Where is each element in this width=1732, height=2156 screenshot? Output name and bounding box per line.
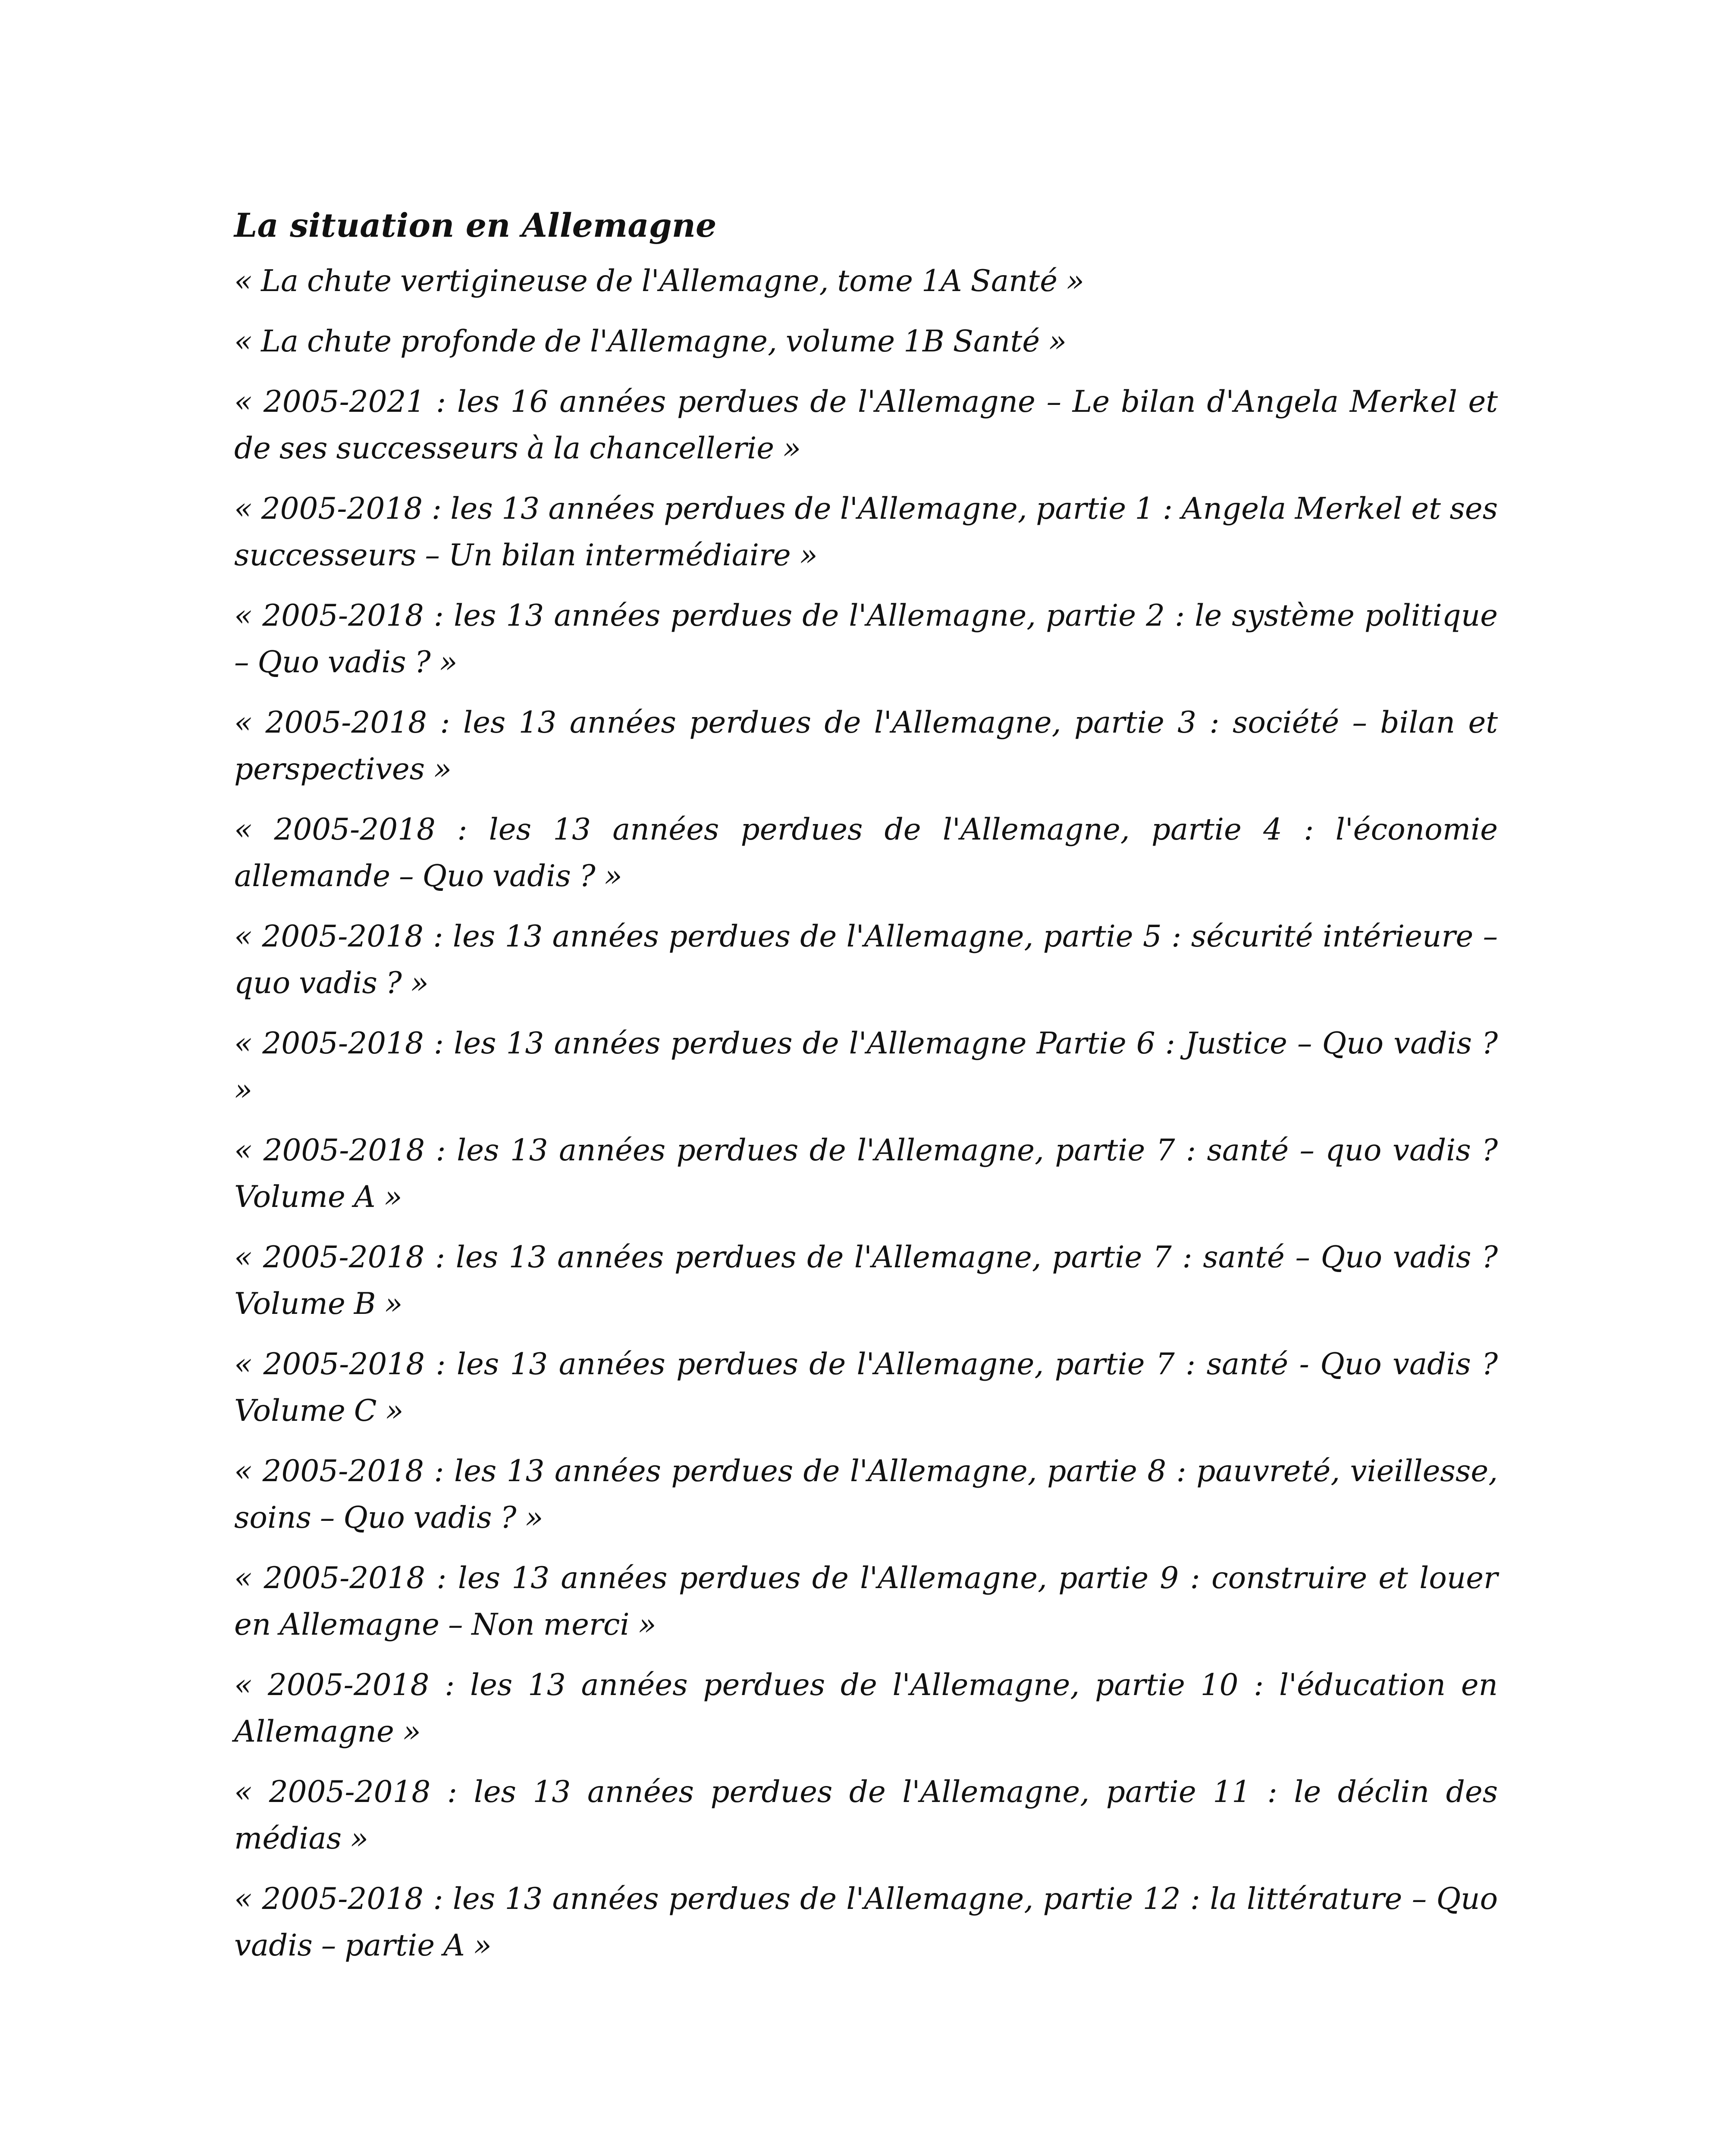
book-title-entry: « 2005-2018 : les 13 années perdues de l'Allemagne, partie 2 : le système politique – Quo vadis ? » [234, 599, 1498, 680]
book-title-entry: « 2005-2018 : les 13 années perdues de l'Allemagne, partie 7 : santé - Quo vadis ? Volume C » [234, 1347, 1498, 1428]
document-body [234, 202, 1498, 1983]
book-title-entry: « 2005-2018 : les 13 années perdues de l'Allemagne, partie 7 : santé – Quo vadis ? Volume B » [234, 1240, 1498, 1321]
book-title-entry: « 2005-2018 : les 13 années perdues de l'Allemagne, partie 9 : construire et louer en Allemagne – Non merci » [234, 1561, 1498, 1642]
book-title-entry: « 2005-2018 : les 13 années perdues de l'Allemagne, partie 8 : pauvreté, vieillesse, soins – Quo vadis ? » [234, 1454, 1498, 1535]
book-list [234, 258, 1498, 1969]
section-heading: La situation en Allemagne [234, 206, 717, 244]
book-title-entry: « 2005-2018 : les 13 années perdues de l'Allemagne, partie 3 : société – bilan et perspectives » [234, 705, 1498, 787]
book-title-entry: « 2005-2018 : les 13 années perdues de l'Allemagne, partie 4 : l'économie allemande – Quo vadis ? » [234, 812, 1498, 893]
book-title-entry: « 2005-2018 : les 13 années perdues de l'Allemagne, partie 5 : sécurité intérieure – quo vadis ? » [234, 919, 1498, 1000]
book-title-entry: « 2005-2018 : les 13 années perdues de l'Allemagne, partie 10 : l'éducation en Allemagne » [234, 1668, 1498, 1749]
book-title-entry: « 2005-2018 : les 13 années perdues de l'Allemagne, partie 7 : santé – quo vadis ? Volume A » [234, 1133, 1498, 1214]
book-title-entry: « 2005-2018 : les 13 années perdues de l'Allemagne, partie 11 : le déclin des médias » [234, 1775, 1498, 1856]
book-title-entry: « La chute profonde de l'Allemagne, volume 1B Santé » [234, 324, 1067, 359]
book-title-entry: « 2005-2018 : les 13 années perdues de l'Allemagne, partie 1 : Angela Merkel et ses successeurs – Un bilan intermédiaire » [234, 492, 1498, 573]
book-title-entry: « 2005-2018 : les 13 années perdues de l'Allemagne Partie 6 : Justice – Quo vadis ? » [234, 1026, 1498, 1107]
book-title-entry: « 2005-2018 : les 13 années perdues de l'Allemagne, partie 12 : la littérature – Quo vadis – partie A » [234, 1882, 1498, 1963]
book-title-entry: « 2005-2021 : les 16 années perdues de l'Allemagne – Le bilan d'Angela Merkel et de ses successeurs à la chancellerie » [234, 385, 1498, 466]
book-title-entry: « La chute vertigineuse de l'Allemagne, tome 1A Santé » [234, 264, 1085, 298]
